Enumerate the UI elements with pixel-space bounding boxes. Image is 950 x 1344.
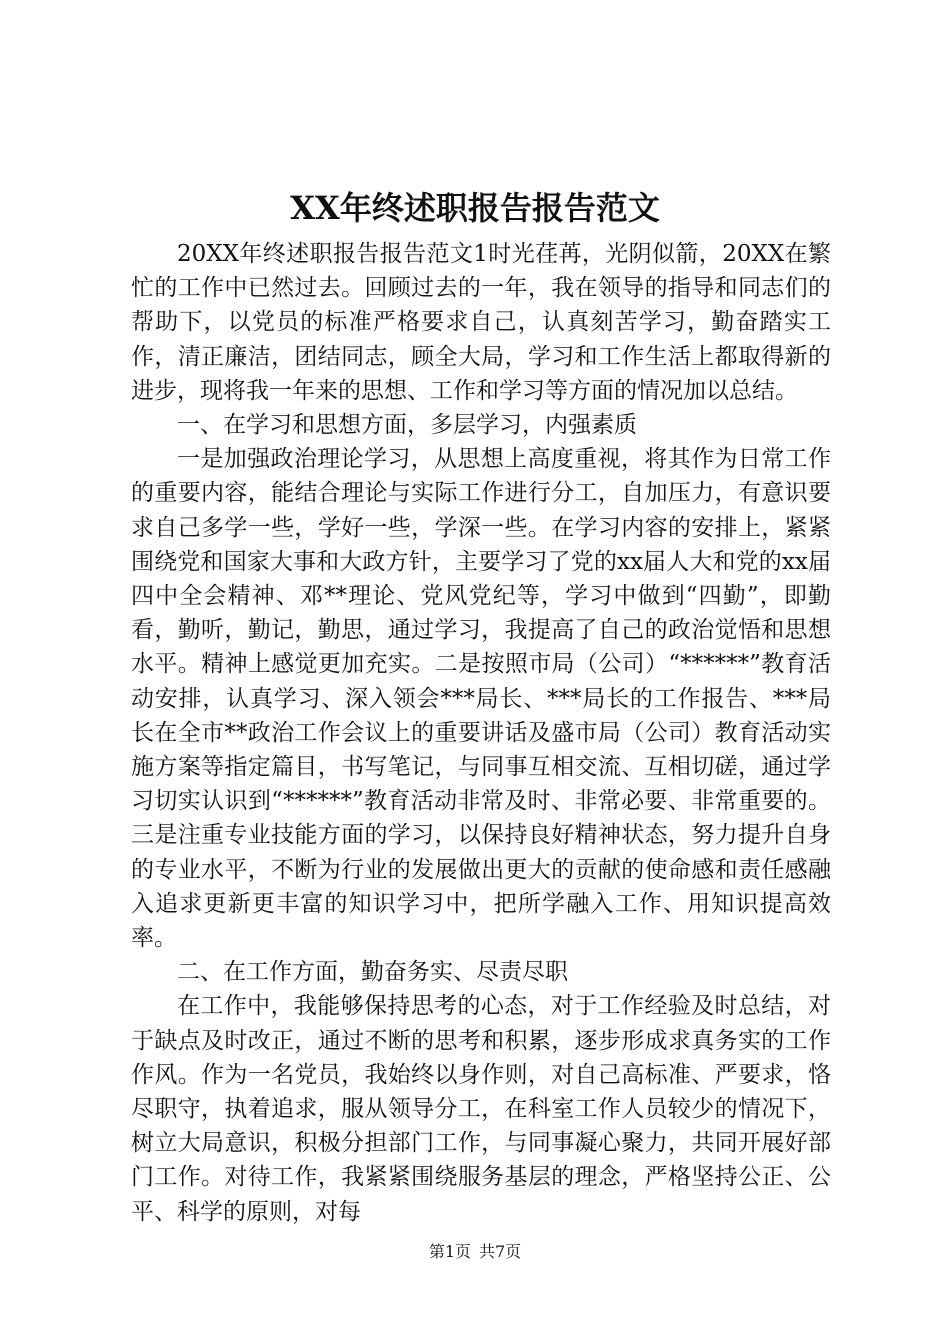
page-footer — [0, 1240, 950, 1264]
page-number: 第1页 — [428, 1242, 471, 1261]
paragraph-intro: 20XX年终述职报告报告范文1时光荏苒，光阴似箭，20XX在繁忙的工作中已然过去。回顾过去的一年，我在领导的指导和同志们的帮助下，以党员的标准严格要求自己，认真刻苦学习，勤奋踏实工作，清正廉洁，团结同志，顾全大局，学习和工作生活上都取得新的进步，现将我一年来的思想、工作和学习等方面的情况加以总结。 — [131, 241, 831, 404]
page-total: 共7页 — [479, 1242, 522, 1261]
section-heading-2: 二、在工作方面，勤奋务实、尽责尽职 — [177, 959, 568, 986]
document-title: XX年终述职报告报告范文 — [290, 189, 660, 227]
section-heading-1: 一、在学习和思想方面，多层学习，内强素质 — [177, 412, 637, 439]
document-body — [131, 237, 831, 1229]
paragraph-study: 一是加强政治理论学习，从思想上高度重视，将其作为日常工作的重要内容，能结合理论与实际工作进行分工，自加压力，有意识要求自己多学一些，学好一些，学深一些。在学习内容的安排上，紧紧围绕党和国家大事和大政方针，主要学习了党的xx届人大和党的xx届四中全会精神、邓**理论、党风党纪等，学习中做到“四勤”，即勤看，勤听，勤记，勤思，通过学习，我提高了自己的政治觉悟和思想水平。精神上感觉更加充实。二是按照市局（公司）“******”教育活动安排，认真学习、深入领会***局长、***局长的工作报告、***局长在全市**政治工作会议上的重要讲话及盛市局（公司）教育活动实施方案等指定篇目，书写笔记，与同事互相交流、互相切磋，通过学习切实认识到“******”教育活动非常及时、非常必要、非常重要的。三是注重专业技能方面的学习，以保持良好精神状态，努力提升自身的专业水平，不断为行业的发展做出更大的贡献的使命感和责任感融入追求更新更丰富的知识学习中，把所学融入工作、用知识提高效率。 — [131, 446, 831, 952]
paragraph-work: 在工作中，我能够保持思考的心态，对于工作经验及时总结，对于缺点及时改正，通过不断的思考和积累，逐步形成求真务实的工作作风。作为一名党员，我始终以身作则，对自己高标准、严要求，恪尽职守，执着追求，服从领导分工，在科室工作人员较少的情况下，树立大局意识，积极分担部门工作，与同事凝心聚力，共同开展好部门工作。对待工作，我紧紧围绕服务基层的理念，严格坚持公正、公平、科学的原则，对每 — [131, 993, 831, 1225]
